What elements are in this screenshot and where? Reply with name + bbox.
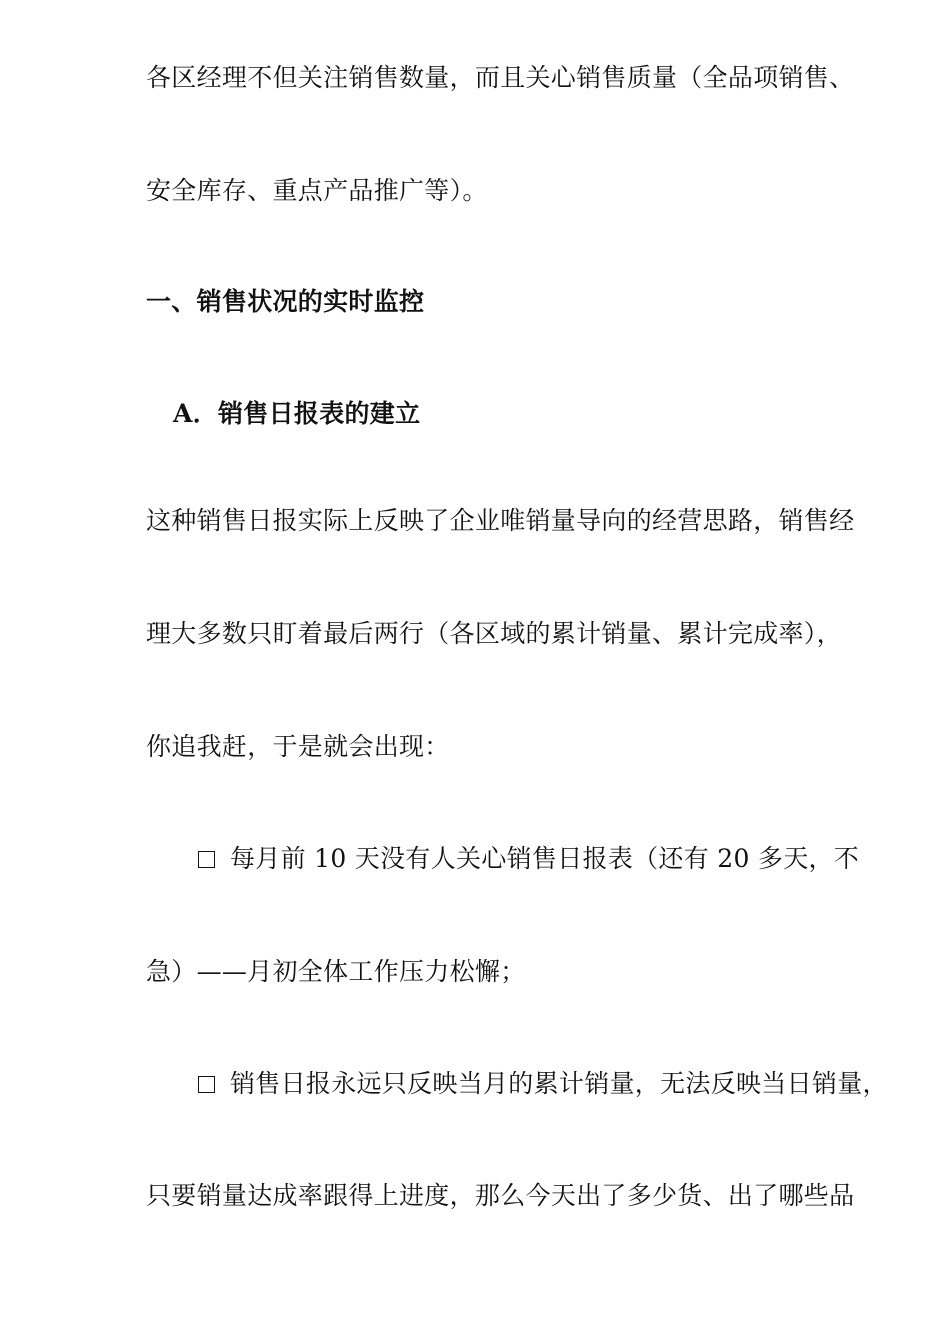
bullet-item-1 <box>198 843 859 875</box>
text-line-1: 各区经理不但关注销售数量，而且关心销售质量（全品项销售、 <box>146 63 855 92</box>
text-line-2: 安全库存、重点产品推广等）。 <box>146 176 488 205</box>
paragraph-line-3: 你追我赶，于是就会出现： <box>146 732 450 761</box>
paragraph-line-2: 理大多数只盯着最后两行（各区域的累计销量、累计完成率）， <box>146 619 842 648</box>
paragraph-line-1: 这种销售日报实际上反映了企业唯销量导向的经营思路，销售经 <box>146 506 855 535</box>
checkbox-icon <box>198 851 215 868</box>
bullet-continuation-1: 急）——月初全体工作压力松懈； <box>146 957 526 986</box>
section-heading: 一、销售状况的实时监控 <box>146 287 425 316</box>
bullet-item-2 <box>198 1068 888 1100</box>
subsection-heading: A．销售日报表的建立 <box>173 399 421 428</box>
checkbox-icon <box>198 1076 215 1093</box>
bullet-text-1: 每月前 10 天没有人关心销售日报表（还有 20 多天，不 <box>230 844 860 873</box>
bullet-continuation-2: 只要销量达成率跟得上进度，那么今天出了多少货、出了哪些品 <box>146 1181 855 1210</box>
bullet-text-2: 销售日报永远只反映当月的累计销量，无法反映当日销量， <box>230 1069 888 1098</box>
